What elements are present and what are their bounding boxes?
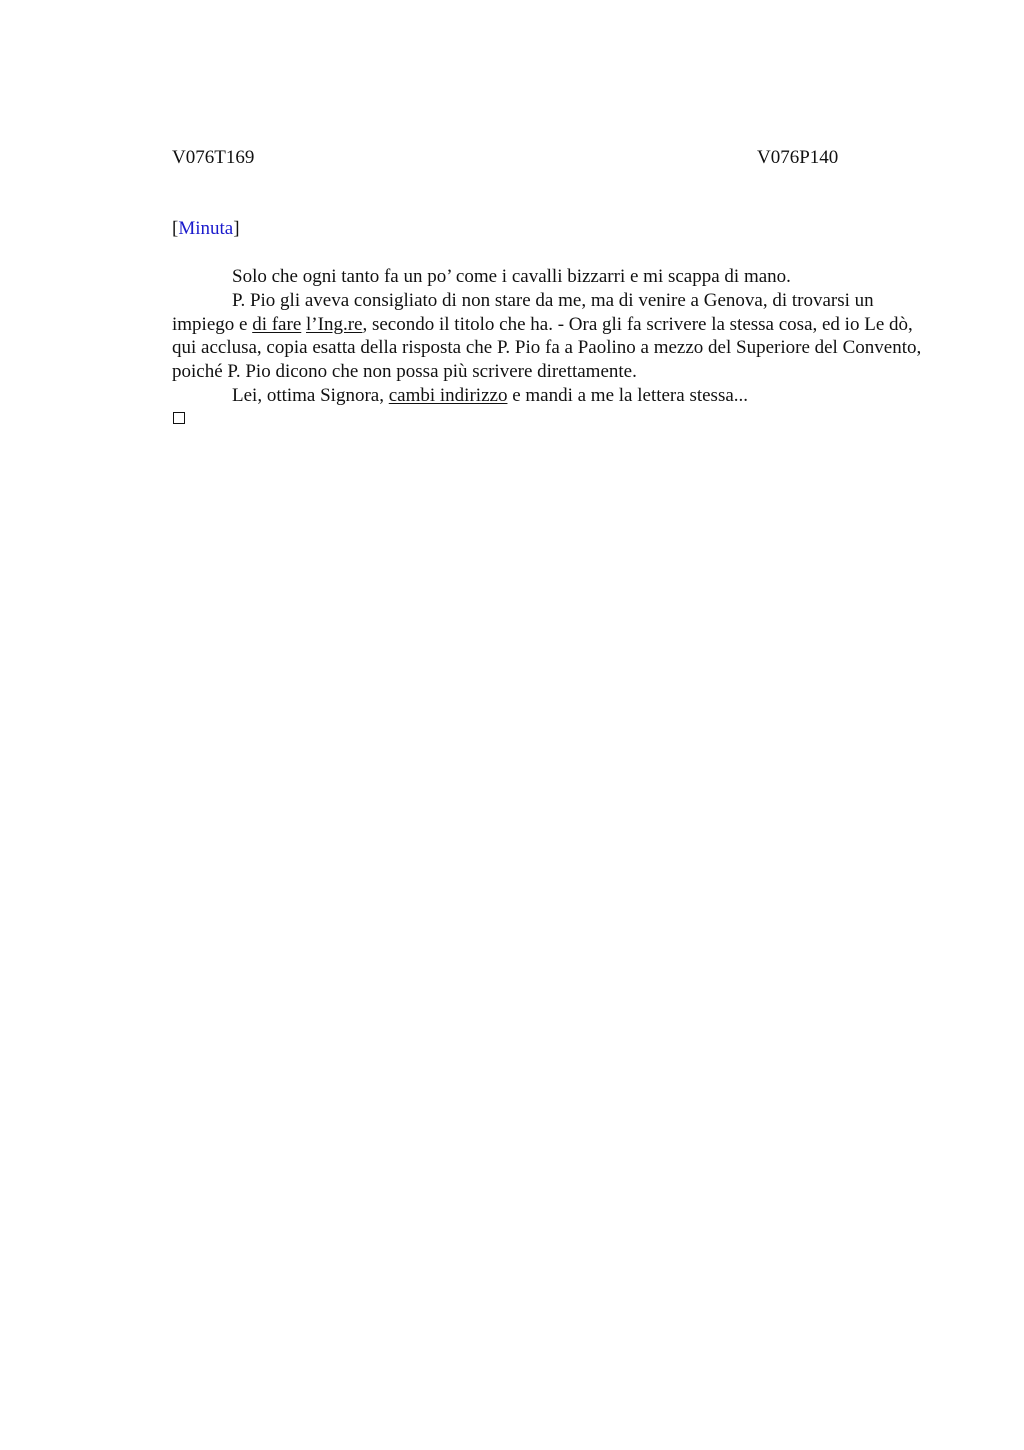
open-bracket: [ xyxy=(172,218,179,239)
paragraph-2-text-b: , secondo il titolo che ha. - Ora gli fa scrivere la stessa cosa, ed io Le dò, qui acclusa, copia esatta della risposta che P. Pio fa a Paolino a mezzo del Superiore del Convento, poiché P. Pio dicono che non possa più scrivere direttamente. xyxy=(172,313,922,383)
document-code-right: V076P140 xyxy=(757,147,839,168)
paragraph-3-text-a: Lei, ottima Signora, xyxy=(232,384,389,406)
letter-body xyxy=(172,265,932,408)
underlined-cambi-indirizzo: cambi indirizzo xyxy=(388,384,508,406)
paragraph-2 xyxy=(172,289,932,384)
square-box-icon xyxy=(173,412,185,424)
paragraph-3-text-b: e mandi a me la lettera stessa... xyxy=(507,384,749,406)
document-code-left: V076T169 xyxy=(172,147,255,168)
paragraph-3 xyxy=(172,384,932,408)
close-bracket: ] xyxy=(233,218,240,239)
minuta-heading xyxy=(172,217,240,241)
underlined-ing-re: l’Ing.re xyxy=(306,313,363,335)
paragraph-1: Solo che ogni tanto fa un po’ come i cavalli bizzarri e mi scappa di mano. xyxy=(232,266,791,287)
paragraph-2-text-a: P. Pio gli aveva consigliato di non stare da me, ma di venire a Genova, di trovarsi un impiego e xyxy=(172,289,874,335)
minuta-label: Minuta xyxy=(178,218,234,239)
underlined-di-fare: di fare xyxy=(252,313,302,335)
